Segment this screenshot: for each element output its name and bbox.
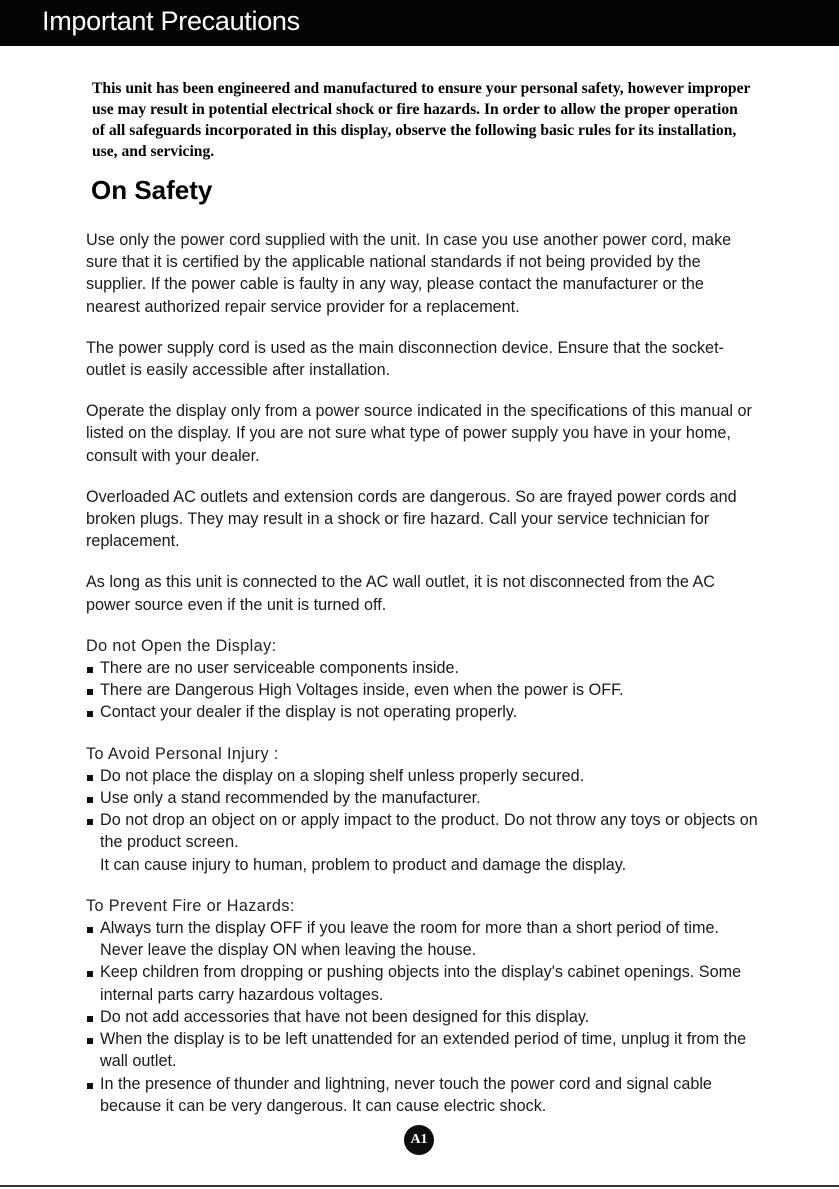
list-item: In the presence of thunder and lightning, never touch the power cord and signal cable because it can be very dangerous. It can cause electric shock. <box>86 1073 758 1117</box>
intro-paragraph: This unit has been engineered and manufactured to ensure your personal safety, however improper use may result in potential electrical shock or fire hazards. In order to allow the proper operation of all safeguards incorporated in this display, observe the following basic rules for its installation, use, and servicing. <box>92 80 751 160</box>
section-title: On Safety <box>91 175 213 205</box>
paragraph-power-cord: Use only the power cord supplied with the unit. In case you use another power cord, make sure that it is certified by the applicable national standards if not being provided by the supplier. If the power cable is faulty in any way, please contact the manufacturer or the nearest authorized repair service provider for a replacement. <box>86 231 732 316</box>
bullet-icon <box>87 689 93 695</box>
list-item: There are Dangerous High Voltages inside, even when the power is OFF. <box>86 679 758 701</box>
list-item: Do not place the display on a sloping shelf unless properly secured. <box>86 765 758 787</box>
paragraph-ac-connection: As long as this unit is connected to the AC wall outlet, it is not disconnected from the AC power source even if the unit is turned off. <box>86 573 715 614</box>
injury-note: It can cause injury to human, problem to product and damage the display. <box>100 855 627 874</box>
page-header <box>0 0 839 46</box>
bullet-icon <box>87 1016 93 1022</box>
injury-list <box>86 765 758 876</box>
list-item: Use only a stand recommended by the manufacturer. <box>86 787 758 809</box>
list-item: Always turn the display OFF if you leave the room for more than a short period of time. Never leave the display ON when leaving the house. <box>86 917 758 961</box>
paragraph-disconnection: The power supply cord is used as the main disconnection device. Ensure that the socket-outlet is easily accessible after installation. <box>86 338 724 380</box>
list-item: When the display is to be left unattended for an extended period of time, unplug it from the wall outlet. <box>86 1028 758 1072</box>
bullet-icon <box>87 971 93 977</box>
subhead-fire-hazards: To Prevent Fire or Hazards: <box>86 896 295 915</box>
bullet-icon <box>87 819 93 825</box>
paragraph-power-source: Operate the display only from a power source indicated in the specifications of this manual or listed on the display. If you are not sure what type of power supply you have in your home, consult with your dealer. <box>86 402 752 465</box>
bullet-icon <box>87 1083 93 1089</box>
open-display-list <box>86 657 758 724</box>
bullet-icon <box>87 927 93 933</box>
bullet-icon <box>87 711 93 717</box>
list-item: Do not add accessories that have not been designed for this display. <box>86 1006 758 1028</box>
list-item: There are no user serviceable components inside. <box>86 657 758 679</box>
list-item: Do not drop an object on or apply impact to the product. Do not throw any toys or objects on the product screen. <box>86 809 758 853</box>
paragraph-overloaded-outlets: Overloaded AC outlets and extension cords are dangerous. So are frayed power cords and broken plugs. They may result in a shock or fire hazard. Call your service technician for replacement. <box>86 487 737 551</box>
footer-divider <box>0 1185 839 1187</box>
page-number-badge: A1 <box>404 1125 434 1155</box>
fire-list <box>86 917 758 1117</box>
list-item: Contact your dealer if the display is not operating properly. <box>86 701 758 723</box>
list-item: Keep children from dropping or pushing objects into the display's cabinet openings. Some internal parts carry hazardous voltages. <box>86 961 758 1005</box>
bullet-icon <box>87 775 93 781</box>
subhead-open-display: Do not Open the Display: <box>86 636 277 655</box>
bullet-icon <box>87 1038 93 1044</box>
safety-content <box>86 229 758 1136</box>
subhead-personal-injury: To Avoid Personal Injury : <box>86 744 279 763</box>
bullet-icon <box>87 797 93 803</box>
bullet-icon <box>87 667 93 673</box>
page-title: Important Precautions <box>42 6 300 36</box>
